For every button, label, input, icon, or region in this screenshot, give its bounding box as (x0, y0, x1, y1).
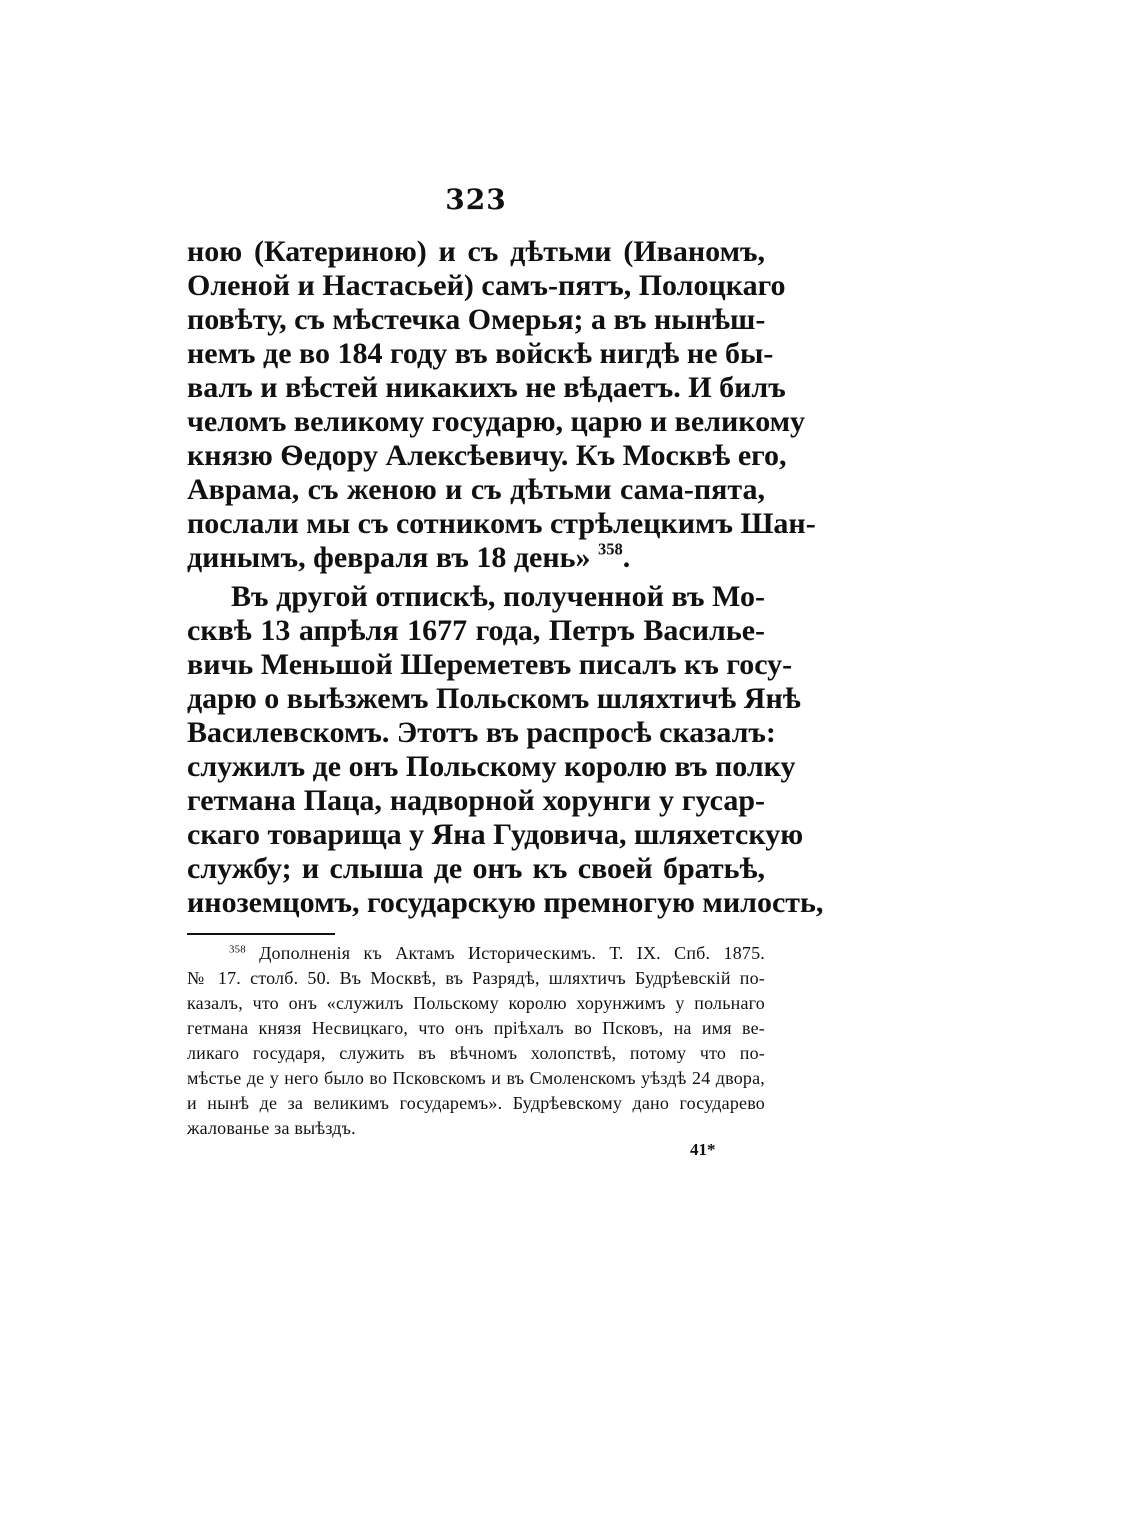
body-line: скаго товарища у Яна Гудовича, шляхетскую (187, 818, 804, 851)
footnote-divider (187, 933, 335, 935)
body-line-text: динымъ, февраля въ 18 день» (187, 541, 591, 574)
footnote-line: мѣстье де у него было во Псковскомъ и въ Смоленскомъ уѣздѣ 24 двора, (187, 1068, 765, 1088)
footnote-reference: 358 (597, 539, 623, 559)
footnote-line-text: Дополненія къ Актамъ Историческимъ. Т. IX. Спб. 1875. (259, 943, 765, 963)
body-line: Василевскомъ. Этотъ въ распросѣ сказалъ: (187, 716, 776, 749)
footnote-first-line (229, 943, 765, 963)
footnote-line: казалъ, что онъ «служилъ Польскому королю хорунжимъ у польнаго (187, 993, 765, 1013)
body-line: иноземцомъ, государскую премногую милость, (187, 886, 824, 919)
footnote-line: гетмана князя Несвицкаго, что онъ пріѣхалъ во Псковъ, на имя ве- (187, 1018, 765, 1038)
body-line: послали мы съ сотникомъ стрѣлецкимъ Шан- (187, 507, 816, 540)
body-line: сквѣ 13 апрѣля 1677 года, Петръ Василье- (187, 614, 765, 647)
body-line: ною (Катериною) и съ дѣтьми (Иваномъ, (187, 235, 765, 268)
printer-signature-mark: 41* (690, 1140, 716, 1159)
footnote-line: жалованье за выѣздъ. (187, 1118, 356, 1138)
line-end-punctuation: . (622, 541, 631, 574)
body-line: гетмана Паца, надворной хорунги у гусар- (187, 784, 765, 817)
body-line: немъ де во 184 году въ войскѣ нигдѣ не бы- (187, 337, 774, 370)
body-line: дарю о выѣзжемъ Польскомъ шляхтичѣ Янѣ (187, 682, 801, 715)
paragraph-first-line: Въ другой отпискѣ, полученной въ Мо- (231, 580, 765, 613)
page-number: 323 (445, 183, 507, 216)
body-line-with-footnote-ref (187, 541, 765, 575)
body-line: служилъ де онъ Польскому королю въ полку (187, 750, 796, 783)
footnote-line: и нынѣ де за великимъ государемъ». Будрѣевскому дано государево (187, 1093, 765, 1113)
footnote-number: 358 (229, 943, 246, 956)
footnote-line: ликаго государя, служить въ вѣчномъ холопствѣ, потому что по- (187, 1043, 765, 1063)
body-line: валъ и вѣстей никакихъ не вѣдаетъ. И билъ (187, 371, 786, 404)
body-line: вичь Меньшой Шереметевъ писалъ къ госу- (187, 648, 793, 681)
body-line: князю Ѳедору Алексѣевичу. Къ Москвѣ его, (187, 439, 787, 472)
body-line: Аврама, съ женою и съ дѣтьми сама-пята, (187, 473, 765, 506)
footnote-line: № 17. столб. 50. Въ Москвѣ, въ Разрядѣ, шляхтичъ Будрѣевскій по- (187, 968, 765, 988)
body-line: Оленой и Настасьей) самъ-пятъ, Полоцкаго (187, 269, 786, 302)
body-line: службу; и слыша де онъ къ своей братьѣ, (187, 852, 765, 885)
body-line: повѣту, съ мѣстечка Омерья; а въ нынѣш- (187, 303, 766, 336)
body-line: челомъ великому государю, царю и великому (187, 405, 806, 438)
